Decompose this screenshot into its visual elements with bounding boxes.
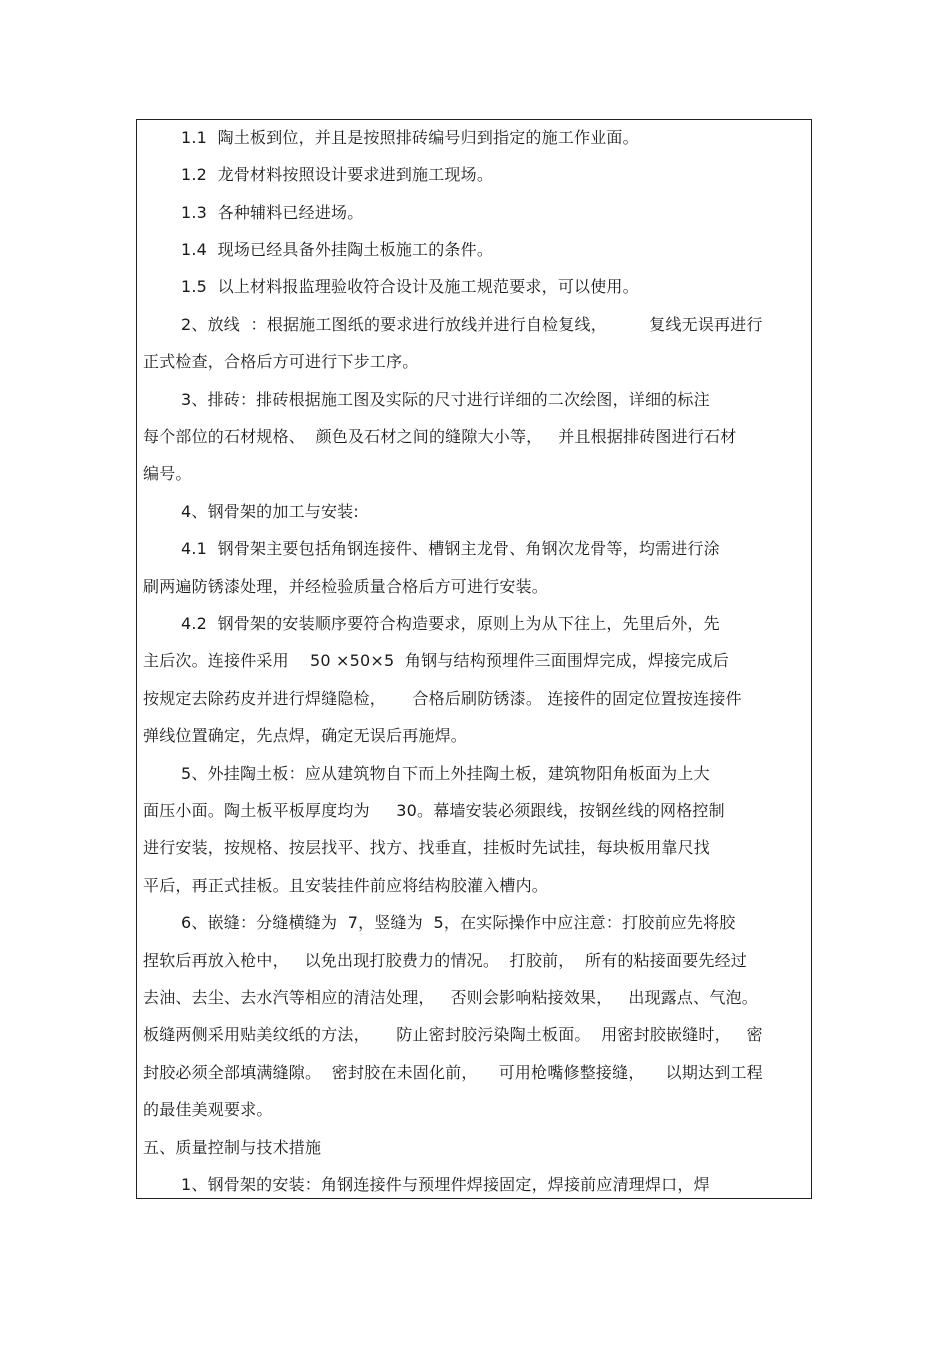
section-heading: 五、质量控制与技术措施 <box>143 1138 322 1157</box>
text-line: 6、嵌缝：分缝横缝为 7，竖缝为 5，在实际操作中应注意：打胶前应先将胶 <box>181 913 736 932</box>
text-line: 1.3 各种辅料已经进场。 <box>181 203 364 222</box>
text-line: 4.2 钢骨架的安装顺序要符合构造要求，原则上为从下往上，先里后外，先 <box>181 614 720 633</box>
text-line: 刷两遍防锈漆处理，并经检验质量合格后方可进行安装。 <box>143 577 549 596</box>
text-line: 1、钢骨架的安装：角钢连接件与预埋件焊接固定，焊接前应清理焊口，焊 <box>181 1175 710 1194</box>
text-line: 平后，再正式挂板。且安装挂件前应将结构胶灌入槽内。 <box>143 876 549 895</box>
text-line: 5、外挂陶土板：应从建筑物自下而上外挂陶土板，建筑物阳角板面为上大 <box>181 764 710 783</box>
text-line: 4、钢骨架的加工与安装: <box>181 502 359 521</box>
document-frame <box>136 119 812 1199</box>
text-line: 弹线位置确定，先点焊，确定无误后再施焊。 <box>143 726 468 745</box>
text-line: 1.5 以上材料报监理验收符合设计及施工规范要求，可以使用。 <box>181 277 639 296</box>
text-line: 封胶必须全部填满缝隙。 密封胶在未固化前， 可用枪嘴修整接缝， 以期达到工程 <box>143 1063 763 1082</box>
text-line: 1.1 陶土板到位，并且是按照排砖编号归到指定的施工作业面。 <box>181 128 639 147</box>
text-line: 编号。 <box>143 464 192 483</box>
text-line: 的最佳美观要求。 <box>143 1100 273 1119</box>
text-line: 按规定去除药皮并进行焊缝隐检， 合格后刷防锈漆。 连接件的固定位置按连接件 <box>143 689 742 708</box>
text-line: 每个部位的石材规格、 颜色及石材之间的缝隙大小等， 并且根据排砖图进行石材 <box>143 427 737 446</box>
text-line: 4.1 钢骨架主要包括角钢连接件、槽钢主龙骨、角钢次龙骨等，均需进行涂 <box>181 539 720 558</box>
text-line: 1.4 现场已经具备外挂陶土板施工的条件。 <box>181 240 494 259</box>
text-line: 2、放线 ：根据施工图纸的要求进行放线并进行自检复线， 复线无误再进行 <box>181 315 763 334</box>
text-line: 板缝两侧采用贴美纹纸的方法， 防止密封胶污染陶土板面。 用密封胶嵌缝时， 密 <box>143 1025 763 1044</box>
text-line: 正式检查，合格后方可进行下步工序。 <box>143 352 419 371</box>
text-line: 3、排砖：排砖根据施工图及实际的尺寸进行详细的二次绘图，详细的标注 <box>181 390 710 409</box>
text-line: 面压小面。陶土板平板厚度均为 30。幕墙安装必须跟线，按钢丝线的网格控制 <box>143 801 725 820</box>
text-line: 主后次。连接件采用 50 ×50×5 角钢与结构预埋件三面围焊完成，焊接完成后 <box>143 651 729 670</box>
text-line: 捏软后再放入枪中， 以免出现打胶费力的情况。 打胶前， 所有的粘接面要先经过 <box>143 951 748 970</box>
text-line: 进行安装，按规格、按层找平、找方、找垂直，挂板时先试挂，每块板用靠尺找 <box>143 838 711 857</box>
text-line: 去油、去尘、去水汽等相应的清洁处理， 否则会影响粘接效果， 出现露点、气泡。 <box>143 988 758 1007</box>
text-line: 1.2 龙骨材料按照设计要求进到施工现场。 <box>181 165 494 184</box>
